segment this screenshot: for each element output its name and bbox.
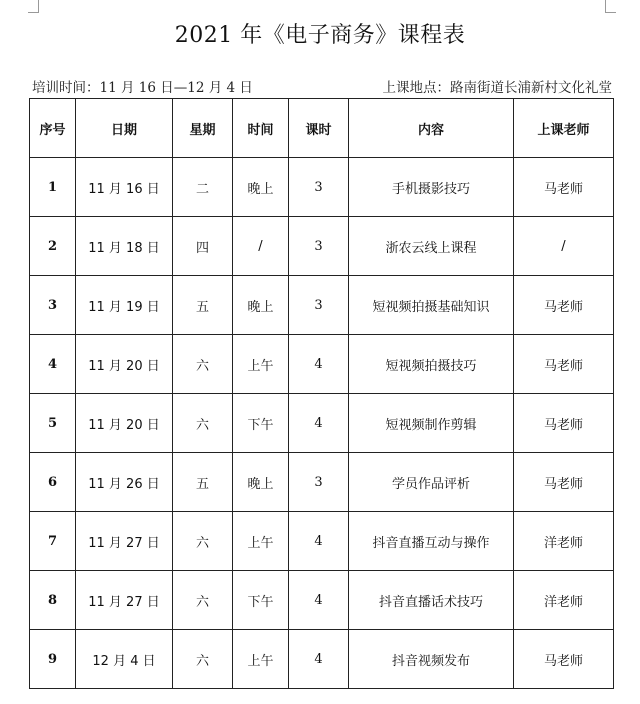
cell-no: 3 — [30, 276, 76, 335]
cell-teacher: 洋老师 — [514, 571, 614, 630]
cell-time: 上午 — [233, 335, 289, 394]
cell-content: 浙农云线上课程 — [349, 217, 514, 276]
cell-time: 下午 — [233, 394, 289, 453]
header-date: 日期 — [76, 99, 173, 158]
cell-content: 短视频拍摄基础知识 — [349, 276, 514, 335]
training-location: 上课地点：路南街道长浦新村文化礼堂 — [382, 80, 612, 96]
cell-content: 短视频制作剪辑 — [349, 394, 514, 453]
cell-hours: 4 — [289, 335, 349, 394]
cell-weekday: 六 — [173, 571, 233, 630]
table-row — [30, 217, 614, 276]
cell-no: 1 — [30, 158, 76, 217]
document-title: 2021 年《电子商务》课程表 — [174, 23, 466, 48]
header-hours: 课时 — [289, 99, 349, 158]
cell-weekday: 五 — [173, 453, 233, 512]
cell-weekday: 二 — [173, 158, 233, 217]
cell-no: 2 — [30, 217, 76, 276]
cell-content: 抖音视频发布 — [349, 630, 514, 689]
training-time: 培训时间：11 月 16 日—12 月 4 日 — [32, 80, 253, 96]
table-row — [30, 276, 614, 335]
cell-time: 晚上 — [233, 158, 289, 217]
cell-date: 12 月 4 日 — [76, 630, 173, 689]
cell-teacher: 马老师 — [514, 158, 614, 217]
cell-content: 抖音直播互动与操作 — [349, 512, 514, 571]
cell-date: 11 月 18 日 — [76, 217, 173, 276]
cell-content: 学员作品评析 — [349, 453, 514, 512]
cell-time: / — [233, 217, 289, 276]
cell-time: 上午 — [233, 512, 289, 571]
cell-hours: 3 — [289, 158, 349, 217]
cell-weekday: 六 — [173, 512, 233, 571]
table-row — [30, 630, 614, 689]
cell-date: 11 月 16 日 — [76, 158, 173, 217]
cell-no: 6 — [30, 453, 76, 512]
cell-no: 5 — [30, 394, 76, 453]
cell-teacher: / — [514, 217, 614, 276]
cell-teacher: 马老师 — [514, 276, 614, 335]
header-content: 内容 — [349, 99, 514, 158]
table-row — [30, 453, 614, 512]
cell-weekday: 四 — [173, 217, 233, 276]
cell-time: 晚上 — [233, 276, 289, 335]
cell-date: 11 月 20 日 — [76, 335, 173, 394]
cell-teacher: 马老师 — [514, 453, 614, 512]
cell-date: 11 月 26 日 — [76, 453, 173, 512]
cell-weekday: 六 — [173, 394, 233, 453]
cell-time: 上午 — [233, 630, 289, 689]
cell-no: 9 — [30, 630, 76, 689]
cell-content: 手机摄影技巧 — [349, 158, 514, 217]
header-no: 序号 — [30, 99, 76, 158]
header-time: 时间 — [233, 99, 289, 158]
cell-weekday: 五 — [173, 276, 233, 335]
cell-date: 11 月 27 日 — [76, 571, 173, 630]
table-row — [30, 512, 614, 571]
cell-date: 11 月 20 日 — [76, 394, 173, 453]
table-row — [30, 571, 614, 630]
cell-hours: 3 — [289, 217, 349, 276]
cell-date: 11 月 27 日 — [76, 512, 173, 571]
table-row — [30, 335, 614, 394]
cell-date: 11 月 19 日 — [76, 276, 173, 335]
cell-weekday: 六 — [173, 630, 233, 689]
cell-teacher: 马老师 — [514, 335, 614, 394]
header-teacher: 上课老师 — [514, 99, 614, 158]
cell-content: 短视频拍摄技巧 — [349, 335, 514, 394]
margin-corner-mark-right — [605, 0, 616, 13]
cell-hours: 3 — [289, 276, 349, 335]
header-weekday: 星期 — [173, 99, 233, 158]
table-row — [30, 158, 614, 217]
cell-time: 晚上 — [233, 453, 289, 512]
cell-hours: 3 — [289, 453, 349, 512]
cell-time: 下午 — [233, 571, 289, 630]
cell-hours: 4 — [289, 394, 349, 453]
cell-teacher: 马老师 — [514, 630, 614, 689]
cell-no: 7 — [30, 512, 76, 571]
table-header-row — [30, 99, 614, 158]
cell-teacher: 洋老师 — [514, 512, 614, 571]
table-row — [30, 394, 614, 453]
cell-weekday: 六 — [173, 335, 233, 394]
schedule-table — [29, 98, 614, 689]
cell-teacher: 马老师 — [514, 394, 614, 453]
cell-no: 8 — [30, 571, 76, 630]
cell-hours: 4 — [289, 512, 349, 571]
cell-no: 4 — [30, 335, 76, 394]
margin-corner-mark-left — [28, 0, 39, 13]
cell-hours: 4 — [289, 630, 349, 689]
cell-content: 抖音直播话术技巧 — [349, 571, 514, 630]
cell-hours: 4 — [289, 571, 349, 630]
